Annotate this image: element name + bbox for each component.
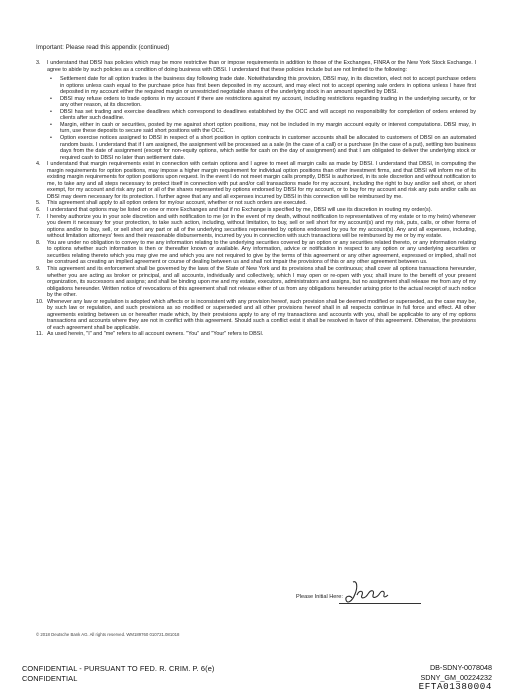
- clause-text: As used herein, "I" and "me" refers to all account owners. "You" and "Your" refers to DBSI.: [47, 331, 264, 338]
- footer-bates-numbers: [419, 663, 492, 692]
- clause-number: 7.: [36, 213, 41, 220]
- clause-number: 5.: [36, 200, 41, 207]
- clause-text: I understand that options may be listed on one or more Exchanges and that if no Exchange is specified by me, DBSI will use its discretion in routing my order(s).: [47, 207, 433, 214]
- clause-text: Whenever any law or regulation is adopted which affects or is inconsistent with any provision hereof, such provision shall be deemed modified or superseded, as the case may be, by such law or regulation, and such provisions as so modified or superseded and all other provisions hereof shall in all respects continue in full force and effect. All other agreements existing between us or hereafter made which, by their provisions apply to any of my transactions and accounts with you, shall be applicable to any of my options transactions and accounts where they are not in conflict with this agreement. Should such a conflict exist it shall be resolved in favor of this agreement. Otherwise, the provisions of each agreement shall be applicable.: [47, 298, 476, 331]
- bullet-icon: •: [50, 135, 52, 142]
- bullet-refuse-orders: [50, 96, 476, 109]
- footer-confidential-label: CONFIDENTIAL: [22, 674, 78, 683]
- bates-sdny-gm: SDNY_GM_00224232: [420, 672, 492, 682]
- clause-text: I understand that DBSI has policies which may be more restrictive than or impose requirements in addition to those of the Exchanges, FINRA or the New York Stock Exchange. I agree to abide by such policies as a condition of doing business with DBSI. I understand that these policies include but are not limited to the following:: [47, 60, 476, 73]
- clause-text: This agreement and its enforcement shall be governed by the laws of the State of New York and its provisions shall be continuous; shall cover all options transactions hereunder, whether you are acting as broker or principal, and all accounts, individually and collectively, which I may open or re-open with you; shall inure to the benefit of your present organization, its successors and assigns; and shall be binding upon me and my estate, executors, administrators and assigns, but no assignment shall release me from any of my obligations hereunder. Written notice of revocations of this agreement shall not release either of us from any obligations hereunder arising prior to the actual receipt of such notice by the other.: [47, 265, 476, 299]
- bates-efta: EFTA01380004: [418, 681, 492, 693]
- bullet-text: Margin, either in cash or securities, posted by me against short option positions, may not be included in my margin account equity or interest computations. DBSI may, in turn, use these deposits to secure said short positions with the OCC.: [60, 121, 476, 135]
- bullet-text: DBSI has set trading and exercise deadlines which correspond to deadlines established by the OCC and will accept no responsibility for completion of orders entered by clients after such deadline.: [60, 108, 476, 122]
- footer-confidential-rule: CONFIDENTIAL - PURSUANT TO FED. R. CRIM. P. 6(e): [22, 664, 215, 673]
- clause-number: 6.: [36, 207, 41, 214]
- bullet-icon: •: [50, 108, 52, 115]
- bullet-margin: [50, 122, 476, 135]
- clause-text: I understand that margin requirements exist in connection with certain options and I agree to meet all margin calls as made by DBSI. I understand that DBSI, in computing the margin requirements for option positions, may impose a higher margin requirement for individual option positions than other investment firms, and that DBSI will inform me of its existing margin requirements for option positions upon request. In the event I do not meet margin calls promptly, DBSI is authorized, in its sole discretion and without notification to me, to take any and all steps necessary to protect itself in connection with put and/or call transactions made for my account, including the right to buy and/or sell short, or short exempt, for my account and risk any part or all of the shares represented by options endorsed by DBSI for my account, or to buy for my account and risk any puts and/or calls as DBSI may deem necessary for its protection. I further agree that any and all expenses incurred by DBSI in this connection will be reimbursed by me.: [47, 161, 476, 200]
- bullet-text: DBSI may refuse orders to trade options in my account if there are restrictions against my account, including restrictions regarding trading in the underlying security, or for any other reason, at its discretion.: [60, 95, 476, 109]
- clause-number: 3.: [36, 60, 41, 66]
- clause-9: [36, 266, 476, 299]
- bullet-text: Option exercise notices assigned to DBSI in respect of a short position in option contracts in customer accounts shall be allocated to customers of DBSI on an automated random basis. I understand that if I am assigned, the assignment will be processed as a sale (in the case of a call) or a purchase (in the case of a put), settling two business days from the date of assignment (except for non-equity options, which settle for cash on the day of assignment) and that I am obligated to deliver the underlying stock or required cash to DBSI no later than settlement date.: [60, 135, 476, 161]
- bates-db-sdny: DB-SDNY-0078048: [429, 663, 492, 672]
- copyright-notice: © 2018 Deutsche Bank AG. All rights reserved. WM189760 010721.081018: [36, 632, 180, 637]
- clause-text: I hereby authorize you in your sole discretion and with notification to me (or in the event of my death, without notification to representatives of my estate or to my heirs) whenever you deem it necessary for your protection, to take such action, including, without limitation, to buy, sell or sell short for my account(s) and my risk, puts, calls, or other forms of options and/or to buy, sell, or sell short any part or all of the underlying securities represented by options endorsed by you for my account(s). Any and all expenses, including, without limitation attorneys' fees and their reasonable disbursements, incurred by you in connection with such transactions will be reimbursed by me or by my estate.: [47, 213, 476, 240]
- clause-text: This agreement shall apply to all option orders for my/our account, whether or not such orders are executed.: [47, 200, 307, 207]
- bullet-icon: •: [50, 121, 52, 128]
- appendix-body: [36, 60, 476, 338]
- clause-10: [36, 299, 476, 332]
- clause-number: 9.: [36, 265, 41, 272]
- bullet-settlement: [50, 76, 476, 96]
- clause-11: [36, 331, 476, 338]
- clause-8: [36, 240, 476, 266]
- clause-number: 11.: [36, 331, 44, 338]
- bullet-text: Settlement date for all option trades is the business day following trade date. Notwithstanding this provision, DBSI may, in its discretion, elect not to accept purchase orders in options unless cash equal to the purchase price has first been deposited in my account, and may elect not to accept opening sale orders in options unless I have first deposited in my account either the required margin or unrestricted negotiable shares of the underlying stock in an amount specified by DBSI.: [60, 76, 476, 96]
- clause-number: 4.: [36, 161, 41, 168]
- clause-number: 10.: [36, 298, 44, 305]
- initial-signature-line: [339, 603, 421, 604]
- bullet-icon: •: [50, 76, 52, 83]
- initial-label: Please Initial Here:: [296, 594, 343, 600]
- bullet-deadlines: [50, 109, 476, 122]
- clause-7: [36, 214, 476, 240]
- clause-text: You are under no obligation to convey to me any information relating to the underlying securities covered by an option or any securities related thereto, or any information relating to options whether such information is then or thereafter known or available. Any information, advice or notification in respect to any option or any underlying securities or securities relating thereto which you may give me and which you are not required to give by the terms of this agreement or any other agreement, expressed or implied, shall not be construed as creating an implied agreement or course of dealing between us and shall not impair the provisions of this or any other agreement between us.: [47, 239, 476, 266]
- footer-confidential: [22, 664, 214, 684]
- clause-3: [36, 60, 476, 73]
- appendix-header: Important: Please read this appendix (continued): [36, 44, 170, 51]
- clause-4: [36, 161, 476, 200]
- bullet-exercise-notices: [50, 135, 476, 161]
- clause-number: 8.: [36, 239, 41, 246]
- bullet-icon: •: [50, 95, 52, 102]
